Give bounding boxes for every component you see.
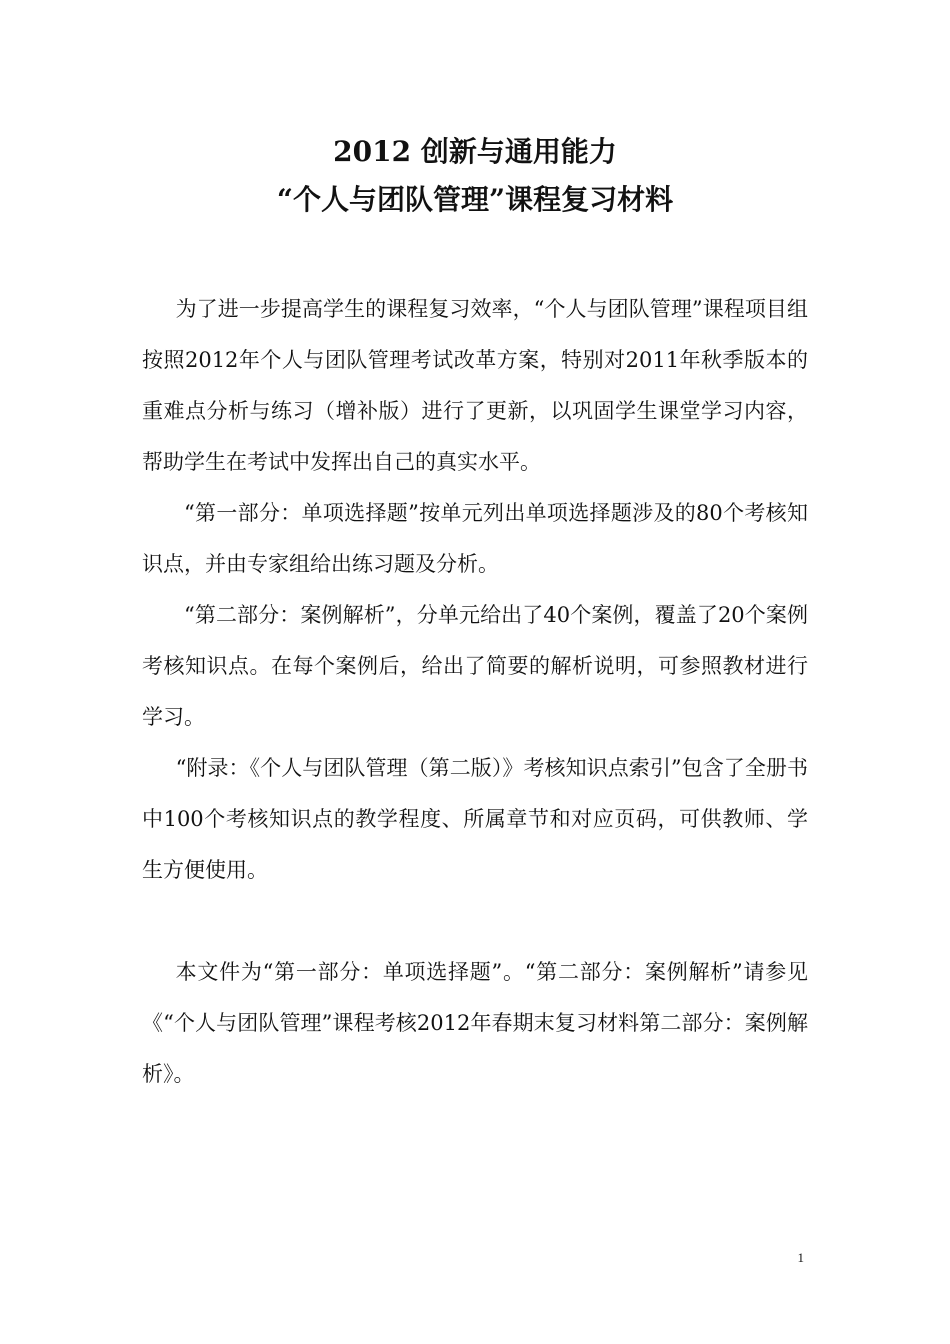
paragraph-spacer (142, 896, 808, 947)
document-body (142, 284, 808, 1100)
paragraph-part-two: “第二部分：案例解析”，分单元给出了40个案例，覆盖了20个案例考核知识点。在每个案例后，给出了简要的解析说明，可参照教材进行学习。 (142, 603, 808, 729)
paragraph-file-note: 本文件为“第一部分：单项选择题”。“第二部分：案例解析”请参见《“个人与团队管理”课程考核2012年春期末复习材料第二部分：案例解析》。 (142, 960, 808, 1086)
paragraph-intro: 为了进一步提高学生的课程复习效率，“个人与团队管理”课程项目组按照2012年个人与团队管理考试改革方案，特别对2011年秋季版本的重难点分析与练习（增补版）进行了更新，以巩固学生课堂学习内容，帮助学生在考试中发挥出自己的真实水平。 (142, 297, 808, 474)
paragraph-appendix: “附录：《个人与团队管理（第二版）》考核知识点索引”包含了全册书中100个考核知识点的教学程度、所属章节和对应页码，可供教师、学生方便使用。 (142, 756, 808, 882)
document-title-line-1: 2012 创新与通用能力 (333, 135, 617, 168)
page-number: 1 (797, 1250, 804, 1265)
document-title-line-2: “个人与团队管理”课程复习材料 (276, 183, 674, 216)
paragraph-part-one: “第一部分：单项选择题”按单元列出单项选择题涉及的80个考核知识点，并由专家组给出练习题及分析。 (142, 501, 808, 576)
